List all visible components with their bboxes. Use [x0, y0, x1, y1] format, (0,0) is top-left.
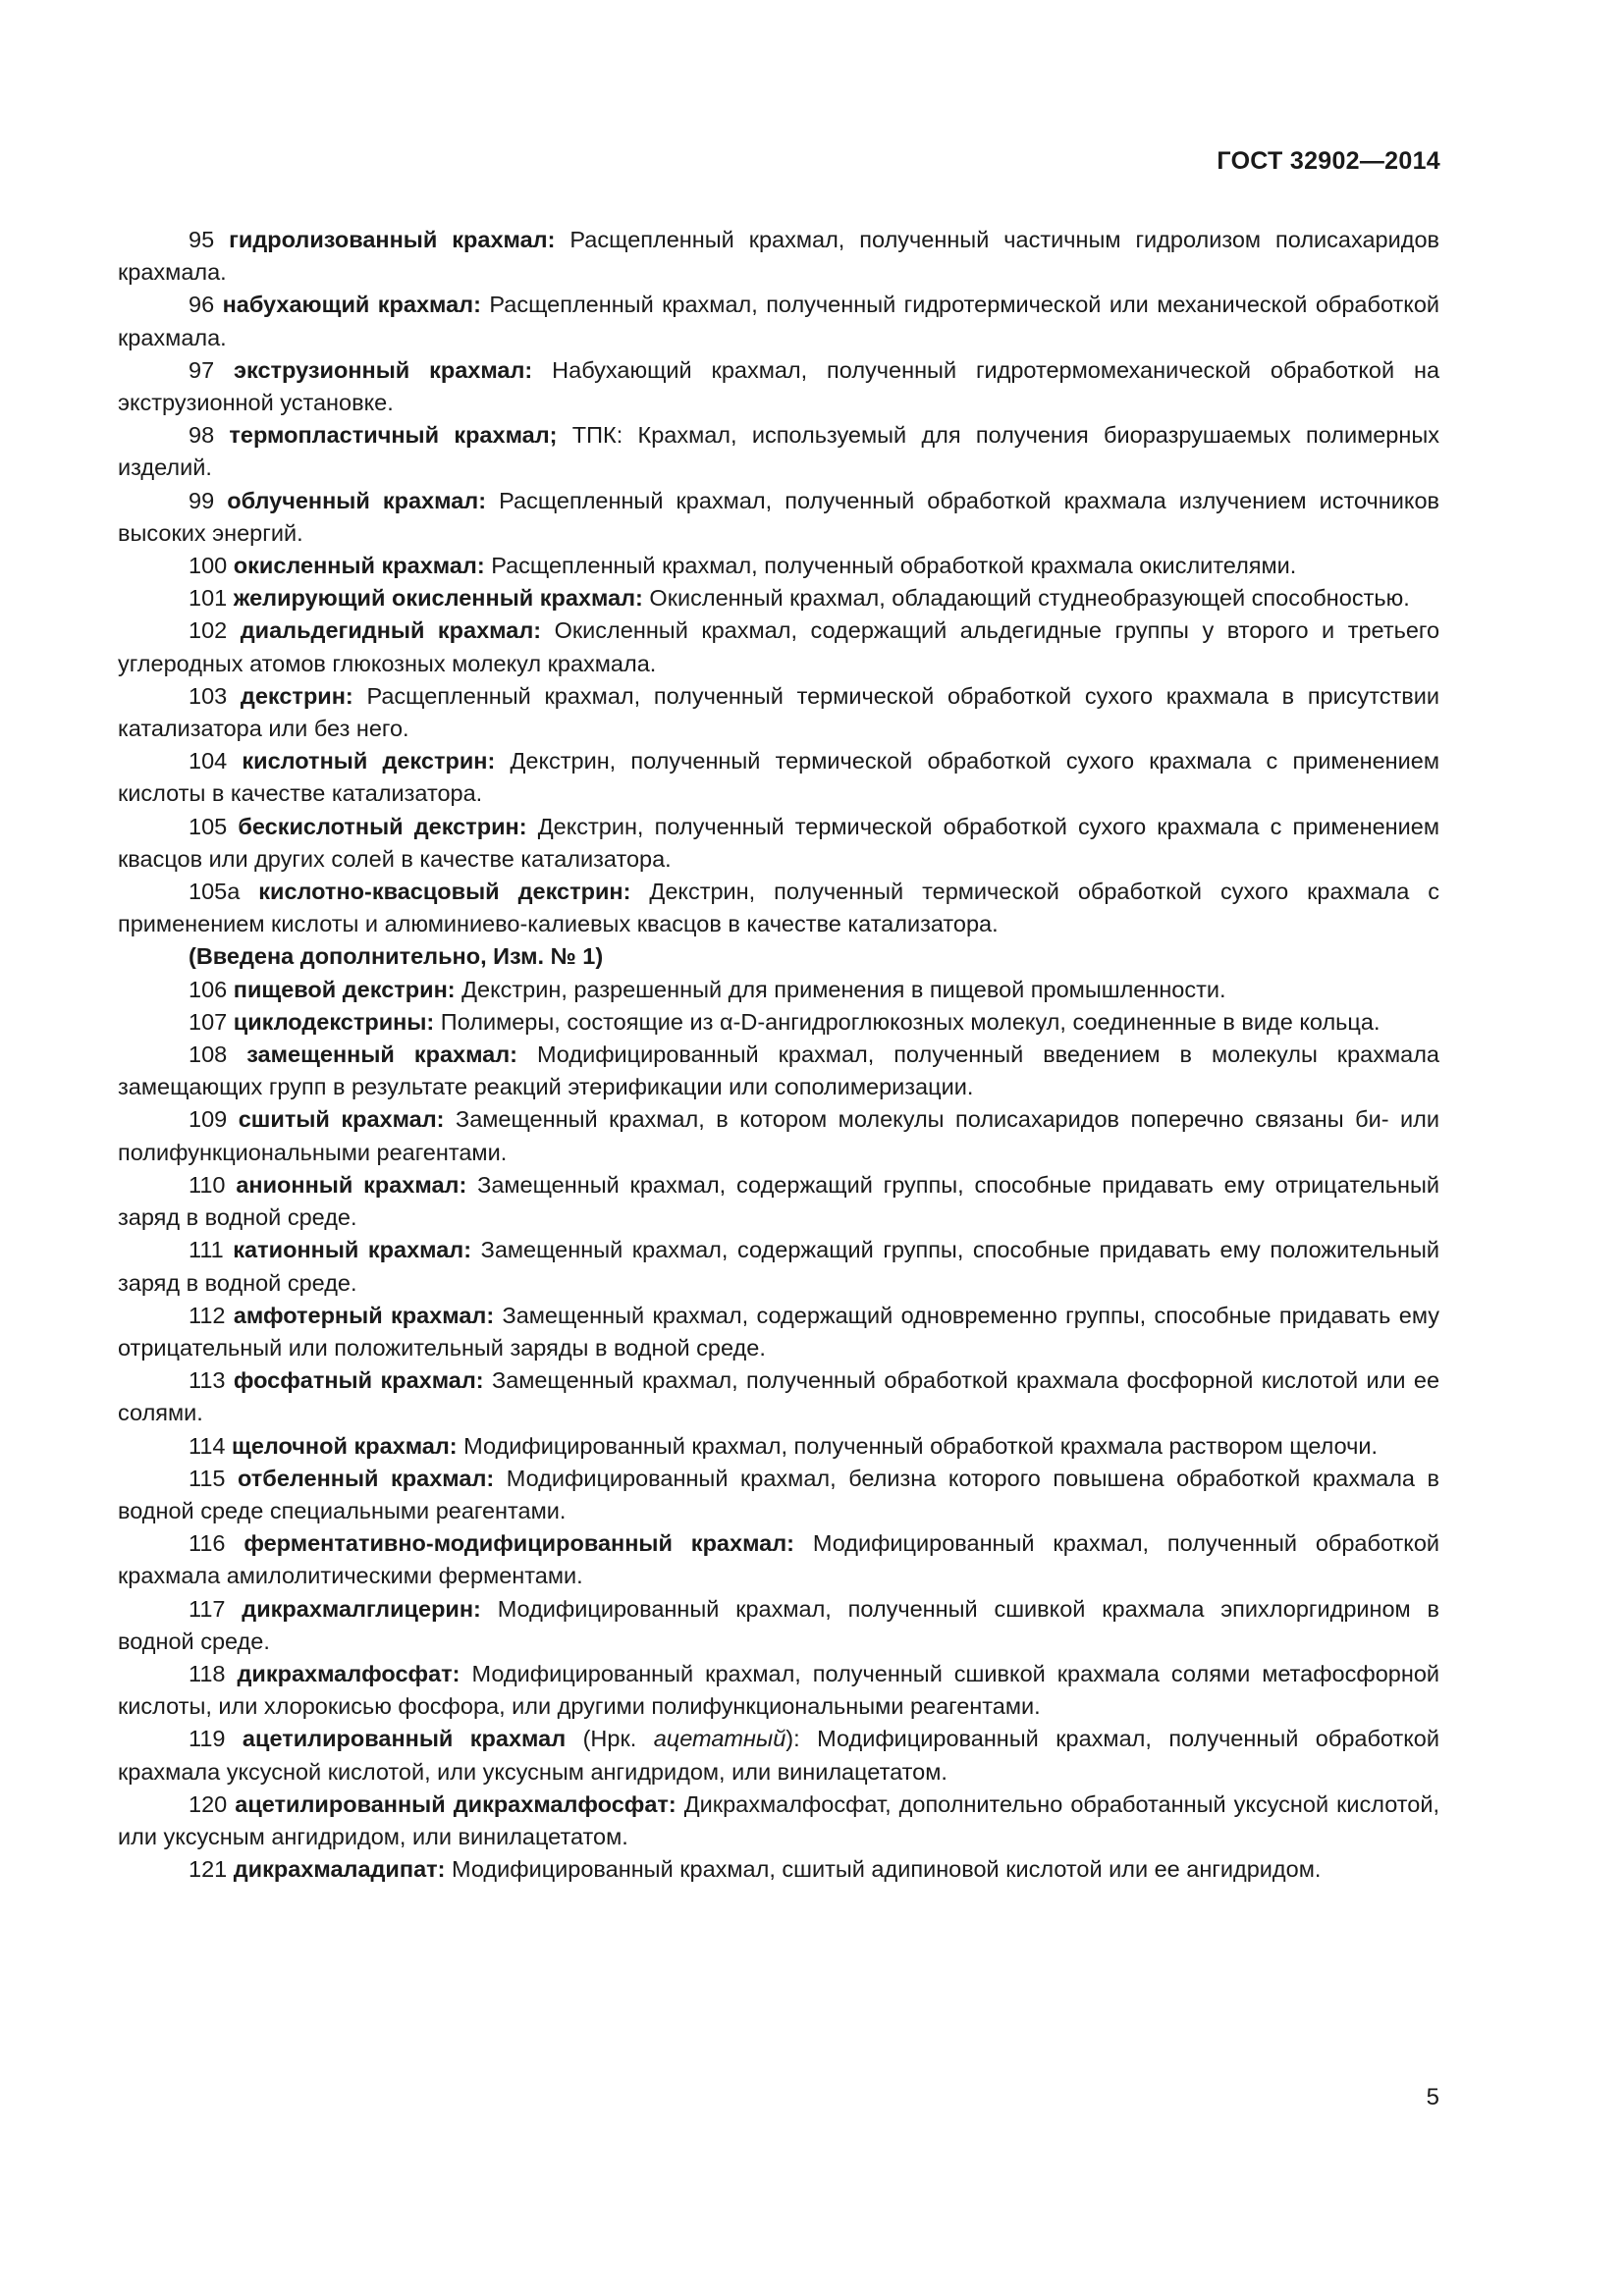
term-number: 118: [189, 1660, 226, 1686]
term-name: замещенный крахмал:: [246, 1041, 517, 1068]
term-number: 112: [189, 1302, 226, 1328]
term-note-close: ):: [785, 1726, 800, 1752]
term-number: 99: [189, 487, 215, 513]
term-entry-95: [118, 224, 1439, 289]
term-definition: Декстрин, разрешенный для применения в пищевой промышленности.: [461, 976, 1226, 1002]
term-number: 111: [189, 1237, 224, 1263]
term-definition: Расщепленный крахмал, полученный гидротермической или механической обработкой крахмала.: [118, 292, 1440, 350]
term-entry-115: [118, 1463, 1439, 1527]
term-entry-105a: [118, 876, 1439, 940]
document-code: ГОСТ 32902—2014: [1217, 147, 1440, 175]
term-number: 116: [189, 1530, 226, 1557]
term-name: дикрахмалглицерин:: [242, 1595, 481, 1622]
term-entry-111: [118, 1234, 1439, 1299]
term-number: 120: [189, 1790, 228, 1817]
term-name: дикрахмаладипат:: [233, 1856, 446, 1883]
term-name: анионный крахмал:: [236, 1171, 467, 1198]
term-name: щелочной крахмал:: [232, 1432, 458, 1459]
term-number: 110: [189, 1171, 226, 1198]
term-name: пищевой декстрин:: [233, 976, 456, 1002]
term-name: окисленный крахмал:: [233, 553, 485, 579]
term-number: 105: [189, 813, 228, 839]
term-entry-117: [118, 1593, 1439, 1658]
term-definition: Модифицированный крахмал, полученный введением в молекулы крахмала замещающих групп в результате реакций этерификации или сополимеризации.: [118, 1041, 1439, 1100]
term-entry-113: [118, 1364, 1439, 1429]
term-definition: Расщепленный крахмал, полученный обработкой крахмала излучением источников высоких энергий.: [118, 487, 1439, 546]
term-name: набухающий крахмал:: [222, 292, 481, 318]
term-definition: Декстрин, полученный термической обработкой сухого крахмала с применением квасцов или других солей в качестве катализатора.: [118, 813, 1439, 872]
term-name: ацетилированный крахмал: [242, 1726, 567, 1752]
term-number: 119: [189, 1726, 226, 1752]
term-name: гидролизованный крахмал:: [229, 227, 556, 252]
term-definition: Замещенный крахмал, содержащий группы, способные придавать ему положительный заряд в водной среде.: [118, 1237, 1439, 1296]
term-note-open: (Нрк.: [582, 1726, 654, 1752]
term-name: термопластичный крахмал;: [229, 422, 558, 449]
term-entry-103: [118, 680, 1439, 745]
term-definition: Расщепленный крахмал, полученный обработкой крахмала окислителями.: [491, 553, 1297, 579]
term-entry-112: [118, 1300, 1439, 1364]
term-definition: Расщепленный крахмал, полученный термической обработкой сухого крахмала в присутствии катализатора или без него.: [118, 682, 1439, 742]
term-definition: Модифицированный крахмал, полученный сшивкой крахмала солями метафосфорной кислоты, или хлорокисью фосфора, или другими полифункциональными реагентами.: [118, 1660, 1440, 1720]
term-entry-97: [118, 354, 1439, 419]
amendment-text: (Введена дополнительно, Изм. № 1): [189, 943, 604, 970]
term-definition: Замещенный крахмал, полученный обработкой крахмала фосфорной кислотой или ее солями.: [118, 1367, 1440, 1426]
term-number: 113: [189, 1367, 226, 1394]
term-entry-118: [118, 1658, 1439, 1723]
term-entry-98: [118, 419, 1439, 484]
term-entry-110: [118, 1169, 1439, 1234]
term-name: кислотный декстрин:: [242, 748, 496, 774]
term-definition: Полимеры, состоящие из α-D-ангидроглюкозных молекул, соединенные в виде кольца.: [440, 1008, 1380, 1035]
term-name: кислотно-квасцовый декстрин:: [258, 879, 631, 905]
term-number: 121: [189, 1856, 228, 1883]
term-definition: Замещенный крахмал, в котором молекулы полисахаридов поперечно связаны би- или полифункциональными реагентами.: [118, 1106, 1439, 1165]
term-name: декстрин:: [240, 682, 353, 709]
term-entry-102: [118, 614, 1439, 679]
term-number: 109: [189, 1106, 228, 1133]
term-entry-100: [118, 550, 1439, 582]
term-entry-108: [118, 1039, 1439, 1103]
term-number: 97: [189, 356, 215, 383]
term-name: циклодекстрины:: [233, 1008, 435, 1035]
term-entry-119: [118, 1723, 1439, 1788]
term-name: амфотерный крахмал:: [233, 1302, 495, 1328]
term-name: ферментативно-модифицированный крахмал:: [244, 1530, 794, 1557]
term-definition: Окисленный крахмал, содержащий альдегидные группы у второго и третьего углеродных атомов глюкозных молекул крахмала.: [118, 617, 1440, 676]
term-number: 103: [189, 682, 228, 709]
term-definition: Модифицированный крахмал, белизна которого повышена обработкой крахмала в водной среде специальными реагентами.: [118, 1465, 1440, 1523]
term-entry-106: [118, 974, 1439, 1006]
term-entry-120: [118, 1789, 1439, 1853]
term-entry-107: [118, 1006, 1439, 1039]
term-definition: ТПК: Крахмал, используемый для получения биоразрушаемых полимерных изделий.: [118, 422, 1439, 481]
term-definition: Дикрахмалфосфат, дополнительно обработанный уксусной кислотой, или уксусным ангидридом, или винилацетатом.: [118, 1790, 1440, 1849]
term-definition: Модифицированный крахмал, полученный сшивкой крахмала эпихлоргидрином в водной среде.: [118, 1595, 1440, 1654]
terms-list: [118, 224, 1439, 1886]
term-number: 105а: [189, 879, 241, 905]
term-definition: Окисленный крахмал, обладающий студнеобразующей способностью.: [649, 585, 1410, 612]
term-number: 95: [189, 227, 215, 252]
term-definition: Модифицированный крахмал, полученный обработкой крахмала раствором щелочи.: [463, 1432, 1379, 1459]
term-number: 114: [189, 1432, 226, 1459]
term-entry-121: [118, 1853, 1439, 1886]
term-definition: Модифицированный крахмал, полученный обработкой крахмала амилолитическими ферментами.: [118, 1530, 1440, 1589]
term-number: 108: [189, 1041, 228, 1068]
term-name: диальдегидный крахмал:: [240, 617, 542, 644]
term-entry-116: [118, 1527, 1439, 1592]
term-definition: Модифицированный крахмал, полученный обработкой крахмала уксусной кислотой, или уксусным ангидридом, или винилацетатом.: [118, 1726, 1439, 1785]
term-definition: Декстрин, полученный термической обработкой сухого крахмала с применением кислоты и алюминиево-калиевых квасцов в качестве катализатора.: [118, 879, 1440, 937]
amendment-note: [118, 940, 1439, 973]
term-number: 101: [189, 585, 228, 612]
term-name: отбеленный крахмал:: [238, 1465, 495, 1491]
page-number: 5: [1426, 2084, 1439, 2110]
term-entry-114: [118, 1430, 1439, 1463]
term-name: дикрахмалфосфат:: [237, 1660, 460, 1686]
term-entry-99: [118, 485, 1439, 550]
term-number: 96: [189, 292, 215, 318]
term-entry-109: [118, 1103, 1439, 1168]
term-number: 107: [189, 1008, 228, 1035]
term-definition: Набухающий крахмал, полученный гидротермомеханической обработкой на экструзионной установке.: [118, 356, 1440, 416]
term-definition: Замещенный крахмал, содержащий одновременно группы, способные придавать ему отрицательный или положительный заряды в водной среде.: [118, 1302, 1439, 1361]
term-name: бескислотный декстрин:: [238, 813, 527, 839]
term-definition: Декстрин, полученный термической обработкой сухого крахмала с применением кислоты в качестве катализатора.: [118, 748, 1439, 807]
term-name: сшитый крахмал:: [238, 1106, 445, 1133]
term-number: 102: [189, 617, 228, 644]
term-definition: Замещенный крахмал, содержащий группы, способные придавать ему отрицательный заряд в водной среде.: [118, 1171, 1440, 1231]
term-name: катионный крахмал:: [233, 1237, 472, 1263]
term-number: 104: [189, 748, 228, 774]
term-entry-105: [118, 811, 1439, 876]
term-name: желирующий окисленный крахмал:: [233, 585, 643, 612]
term-entry-101: [118, 582, 1439, 614]
term-entry-96: [118, 289, 1439, 353]
term-entry-104: [118, 745, 1439, 810]
term-number: 115: [189, 1465, 226, 1491]
term-definition: Расщепленный крахмал, полученный частичным гидролизом полисахаридов крахмала.: [118, 227, 1439, 286]
term-note-italic: ацетатный: [653, 1726, 786, 1752]
term-number: 117: [189, 1595, 226, 1622]
term-name: фосфатный крахмал:: [233, 1367, 484, 1394]
term-name: ацетилированный дикрахмалфосфат:: [235, 1790, 677, 1817]
term-name: облученный крахмал:: [227, 487, 487, 513]
term-number: 98: [189, 422, 215, 449]
term-name: экструзионный крахмал:: [234, 356, 533, 383]
term-number: 100: [189, 553, 228, 579]
term-definition: Модифицированный крахмал, сшитый адипиновой кислотой или ее ангидридом.: [452, 1856, 1322, 1883]
term-number: 106: [189, 976, 228, 1002]
